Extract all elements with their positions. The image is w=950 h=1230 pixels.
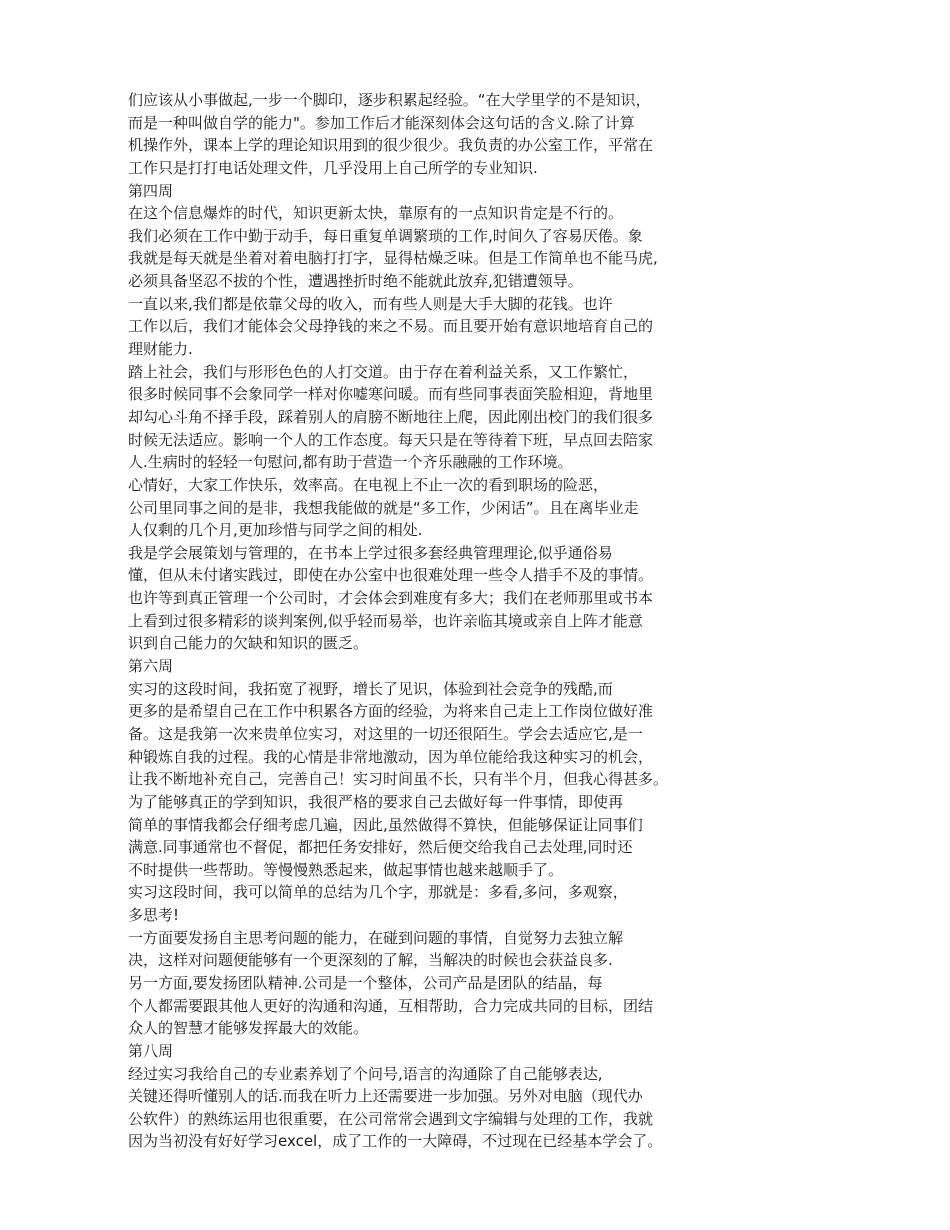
text-line: 更多的是希望自己在工作中积累各方面的经验，为将来自己走上工作岗位做好准: [128, 702, 654, 721]
text-line: 满意.同事通常也不督促，都把任务安排好，然后便交给我自己去处理,同时还: [128, 838, 633, 857]
text-line: 在这个信息爆炸的时代，知识更新太快，靠原有的一点知识肯定是不行的。: [128, 204, 624, 223]
text-line: 工作以后，我们才能体会父母挣钱的来之不易。而且要开始有意识地培育自己的: [128, 317, 654, 336]
text-line: 理财能力.: [128, 340, 193, 359]
text-line: 懂，但从未付诸实践过，即使在办公室中也很难处理一些令人措手不及的事情。: [128, 566, 654, 585]
text-line: 备。这是我第一次来贵单位实习，对这里的一切还很陌生。学会去适应它,是一: [128, 724, 643, 743]
text-line: 而是一种叫做自学的能力"。参加工作后才能深刻体会这句话的含义.除了计算: [128, 113, 635, 132]
text-line: 我们必须在工作中勤于动手，每日重复单调繁琐的工作,时间久了容易厌倦。象: [128, 226, 643, 245]
text-line: 实习的这段时间，我拓宽了视野，增长了见识，体验到社会竞争的残酷,而: [128, 679, 613, 698]
text-line: 个人都需要跟其他人更好的沟通和沟通，互相帮助，合力完成共同的目标，团结: [128, 996, 654, 1015]
text-line: 却勾心斗角不择手段，踩着别人的肩膀不断地往上爬，因此刚出校门的我们很多: [128, 407, 654, 426]
text-line: 必须具备坚忍不拔的个性，遭遇挫折时绝不能就此放弃,犯错遭领导。: [128, 272, 583, 291]
text-line: 因为当初没有好好学习excel，成了工作的一大障碍，不过现在已经基本学会了。: [128, 1132, 663, 1151]
text-line: 简单的事情我都会仔细考虑几遍，因此,虽然做得不算快，但能够保证让同事们: [128, 815, 643, 834]
text-line: 踏上社会，我们与形形色色的人打交道。由于存在着利益关系，又工作繁忙，: [128, 362, 639, 381]
text-line: 时候无法适应。影响一个人的工作态度。每天只是在等待着下班，早点回去陪家: [128, 430, 654, 449]
text-line: 公司里同事之间的是非，我想我能做的就是“多工作，少闲话”。且在离毕业走: [128, 498, 639, 517]
text-line: 另一方面,要发扬团队精神.公司是一个整体，公司产品是团队的结晶，每: [128, 973, 603, 992]
text-line: 为了能够真正的学到知识，我很严格的要求自己去做好每一件事情，即使再: [128, 792, 624, 811]
text-line: 工作只是打打电话处理文件，几乎没用上自己所学的专业知识.: [128, 158, 538, 177]
text-line: 上看到过很多精彩的谈判案例,似乎轻而易举，也许亲临其境或亲自上阵才能意: [128, 611, 643, 630]
text-line: 很多时候同事不会象同学一样对你嘘寒问暖。而有些同事表面笑脸相迎，背地里: [128, 385, 654, 404]
text-line: 关键还得听懂别人的话.而我在听力上还需要进一步加强。另外对电脑（现代办: [128, 1087, 643, 1106]
text-line: 我就是每天就是坐着对着电脑打打字，显得枯燥乏味。但是工作简单也不能马虎,: [128, 249, 658, 268]
text-line: 实习这段时间，我可以简单的总结为几个字，那就是：多看,多问，多观察，: [128, 883, 628, 902]
section-heading-week-4: 第四周: [128, 181, 174, 200]
text-line: 心情好，大家工作快乐，效率高。在电视上不止一次的看到职场的险恶，: [128, 475, 609, 494]
text-line: 不时提供一些帮助。等慢慢熟悉起来，做起事情也越来越顺手了。: [128, 860, 564, 879]
text-line: 我是学会展策划与管理的，在书本上学过很多套经典管理理论,似乎通俗易: [128, 543, 613, 562]
text-line: 种锻炼自我的过程。我的心情是非常地激动，因为单位能给我这种实习的机会，: [128, 747, 654, 766]
text-line: 让我不断地补充自己，完善自己！实习时间虽不长，只有半个月，但我心得甚多。: [128, 770, 669, 789]
text-line: 一方面要发扬自主思考问题的能力，在碰到问题的事情，自觉努力去独立解: [128, 928, 624, 947]
text-line: 们应该从小事做起,一步一个脚印，逐步积累起经验。“在大学里学的不是知识，: [128, 91, 651, 109]
section-heading-week-8: 第八周: [128, 1041, 174, 1060]
text-line: 也许等到真正管理一个公司时，才会体会到难度有多大；我们在老师那里或书本: [128, 589, 654, 608]
document-body: [128, 89, 718, 1153]
text-line: 多思考!: [128, 906, 180, 925]
text-line: 一直以来,我们都是依靠父母的收入，而有些人则是大手大脚的花钱。也许: [128, 294, 613, 313]
text-line: 公软件）的熟练运用也很重要，在公司常常会遇到文字编辑与处理的工作，我就: [128, 1109, 654, 1128]
text-line: 人.生病时的轻轻一句慰问,都有助于营造一个齐乐融融的工作环境。: [128, 453, 573, 472]
text-line: 识到自己能力的欠缺和知识的匮乏。: [128, 634, 369, 653]
text-line: 机操作外，课本上学的理论知识用到的很少很少。我负责的办公室工作，平常在: [128, 136, 654, 155]
text-line: 决，这样对问题便能够有一个更深刻的了解，当解决的时候也会获益良多.: [128, 951, 613, 970]
text-line: 经过实习我给自己的专业素养划了个问号,语言的沟通除了自己能够表达,: [128, 1064, 603, 1083]
text-line: 人仅剩的几个月,更加珍惜与同学之间的相处.: [128, 521, 423, 540]
section-heading-week-6: 第六周: [128, 657, 174, 676]
text-line: 众人的智慧才能够发挥最大的效能。: [128, 1019, 369, 1038]
